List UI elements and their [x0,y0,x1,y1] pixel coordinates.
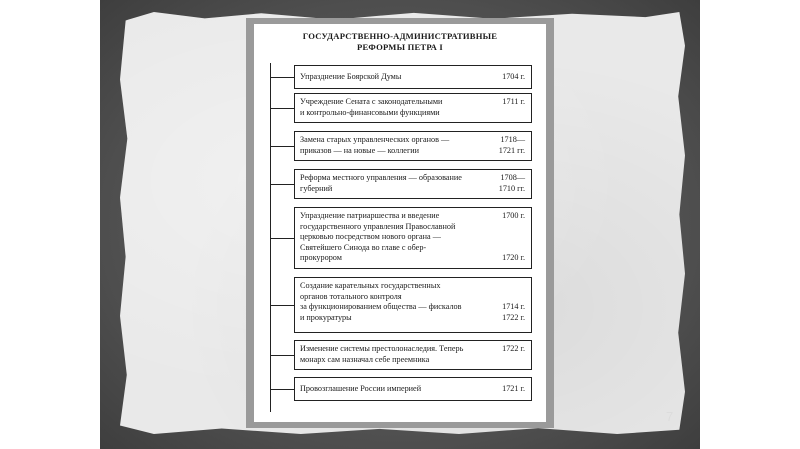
reform-text: Упразднение патриаршества и введение государственного управления Православной церковью посредством нового органа — Святейшего Синода во главе с обер- прокурором [300,211,456,263]
reform-years: 1714 г. 1722 г. [502,302,525,322]
reform-text: Изменение системы престолонаследия. Теперь монарх сам назначал себе преемника [300,344,464,364]
title-line-1: ГОСУДАРСТВЕННО-АДМИНИСТРАТИВНЫЕ [302,31,498,41]
reform-item-succession [294,340,532,370]
reform-text: Создание карательных государственных органов тотального контроля за функционированием общества — фискалов и прокуратуры [300,281,462,322]
reform-text: Замена старых управленческих органов — приказов — на новые — коллегии [300,135,450,155]
document-title [254,31,546,53]
slide-page-number: 7 [666,409,674,424]
reform-years: 1700 г. 1720 г. [502,211,525,263]
reform-years: 1711 г. [502,97,525,106]
reform-text: Учреждение Сената с законодательными и контрольно-финансовыми функциями [300,97,443,117]
reform-item-empire [294,377,532,401]
reform-item-fiscals [294,277,532,333]
reform-item-guberniya [294,169,532,199]
reform-text: Реформа местного управления — образование губерний [300,173,462,193]
reform-years: 1722 г. [502,344,525,353]
reform-years: 1718— 1721 гг. [498,135,525,155]
reform-item-senate [294,93,532,123]
reform-text: Провозглашение России империей [300,384,422,393]
reform-item-collegia [294,131,532,161]
reform-item-boyar-duma [294,65,532,89]
reform-item-synod [294,207,532,269]
reform-text: Упразднение Боярской Думы [300,72,402,81]
reform-years: 1721 г. [502,384,525,393]
reform-years: 1704 г. [502,72,525,81]
reform-years: 1708— 1710 гг. [498,173,525,193]
title-line-2: РЕФОРМЫ ПЕТРА I [357,42,443,52]
reforms-document [254,24,546,422]
